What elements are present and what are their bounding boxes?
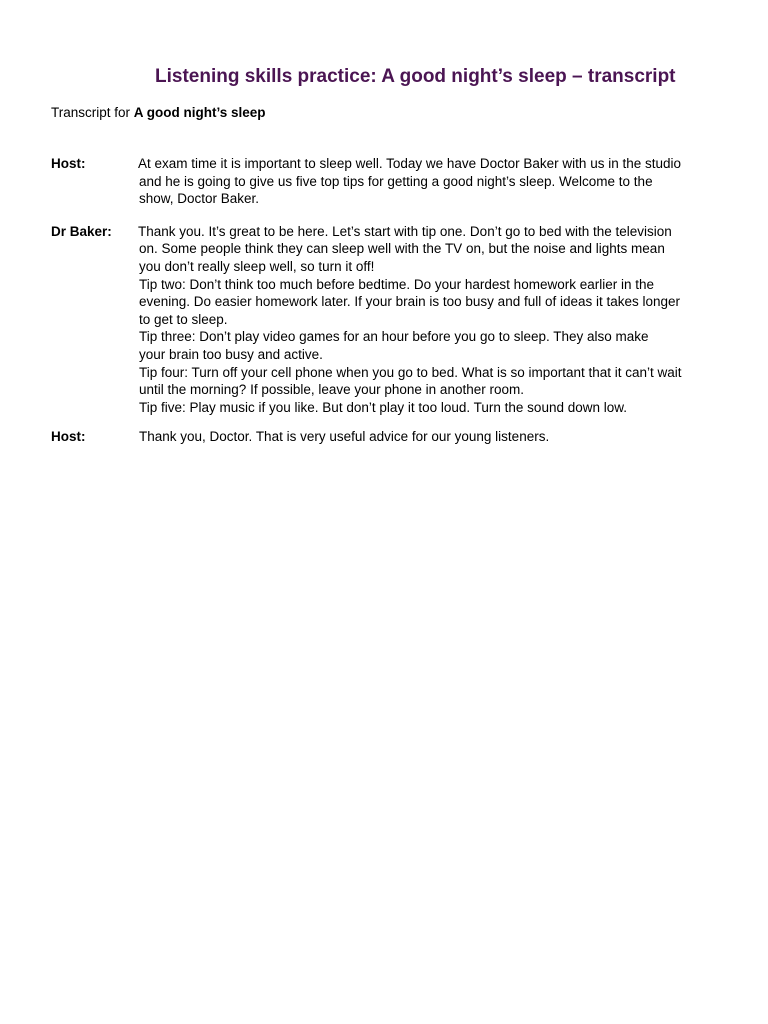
turn-text: [139, 155, 721, 208]
text-line: on. Some people think they can sleep well with the TV on, but the noise and lights mean: [139, 241, 665, 257]
speaker-label: Host:: [51, 429, 86, 445]
transcript-turn: [51, 428, 721, 446]
text-line: until the morning? If possible, leave your phone in another room.: [139, 382, 524, 398]
transcript-turn: [51, 223, 721, 417]
text-line: show, Doctor Baker.: [139, 191, 260, 207]
text-line: Tip three: Don’t play video games for an hour before you go to sleep. They also make: [139, 329, 649, 345]
text-line: Tip two: Don’t think too much before bedtime. Do your hardest homework earlier in the: [139, 276, 654, 292]
subtitle-prefix: Transcript for: [51, 105, 131, 120]
document-subtitle: [51, 105, 266, 120]
speaker-label: Dr Baker:: [51, 223, 112, 239]
text-line: Tip five: Play music if you like. But don’t play it too loud. Turn the sound down low.: [139, 399, 628, 415]
speaker-label: Host:: [51, 156, 86, 171]
transcript-body: [51, 155, 721, 446]
turn-text: [139, 428, 721, 446]
text-line: your brain too busy and active.: [139, 346, 323, 362]
text-line: At exam time it is important to sleep well. Today we have Doctor Baker with us in the studio: [138, 156, 681, 171]
text-line: Thank you. It’s great to be here. Let’s start with tip one. Don’t go to bed with the television: [138, 223, 672, 239]
text-line: you don’t really sleep well, so turn it off!: [139, 258, 375, 274]
text-line: to get to sleep.: [139, 311, 228, 327]
transcript-turn: [51, 155, 721, 208]
turn-text: [139, 223, 721, 417]
subtitle-bold-title: A good night’s sleep: [133, 105, 266, 120]
text-line: evening. Do easier homework later. If your brain is too busy and full of ideas it takes longer: [139, 294, 681, 310]
text-line: Thank you, Doctor. That is very useful advice for our young listeners.: [139, 429, 550, 445]
text-line: and he is going to give us five top tips for getting a good night’s sleep. Welcome to the: [139, 173, 653, 189]
page-title: Listening skills practice: A good night’s sleep – transcript: [155, 66, 676, 87]
text-line: Tip four: Turn off your cell phone when you go to bed. What is so important that it can’t wait: [139, 364, 682, 380]
